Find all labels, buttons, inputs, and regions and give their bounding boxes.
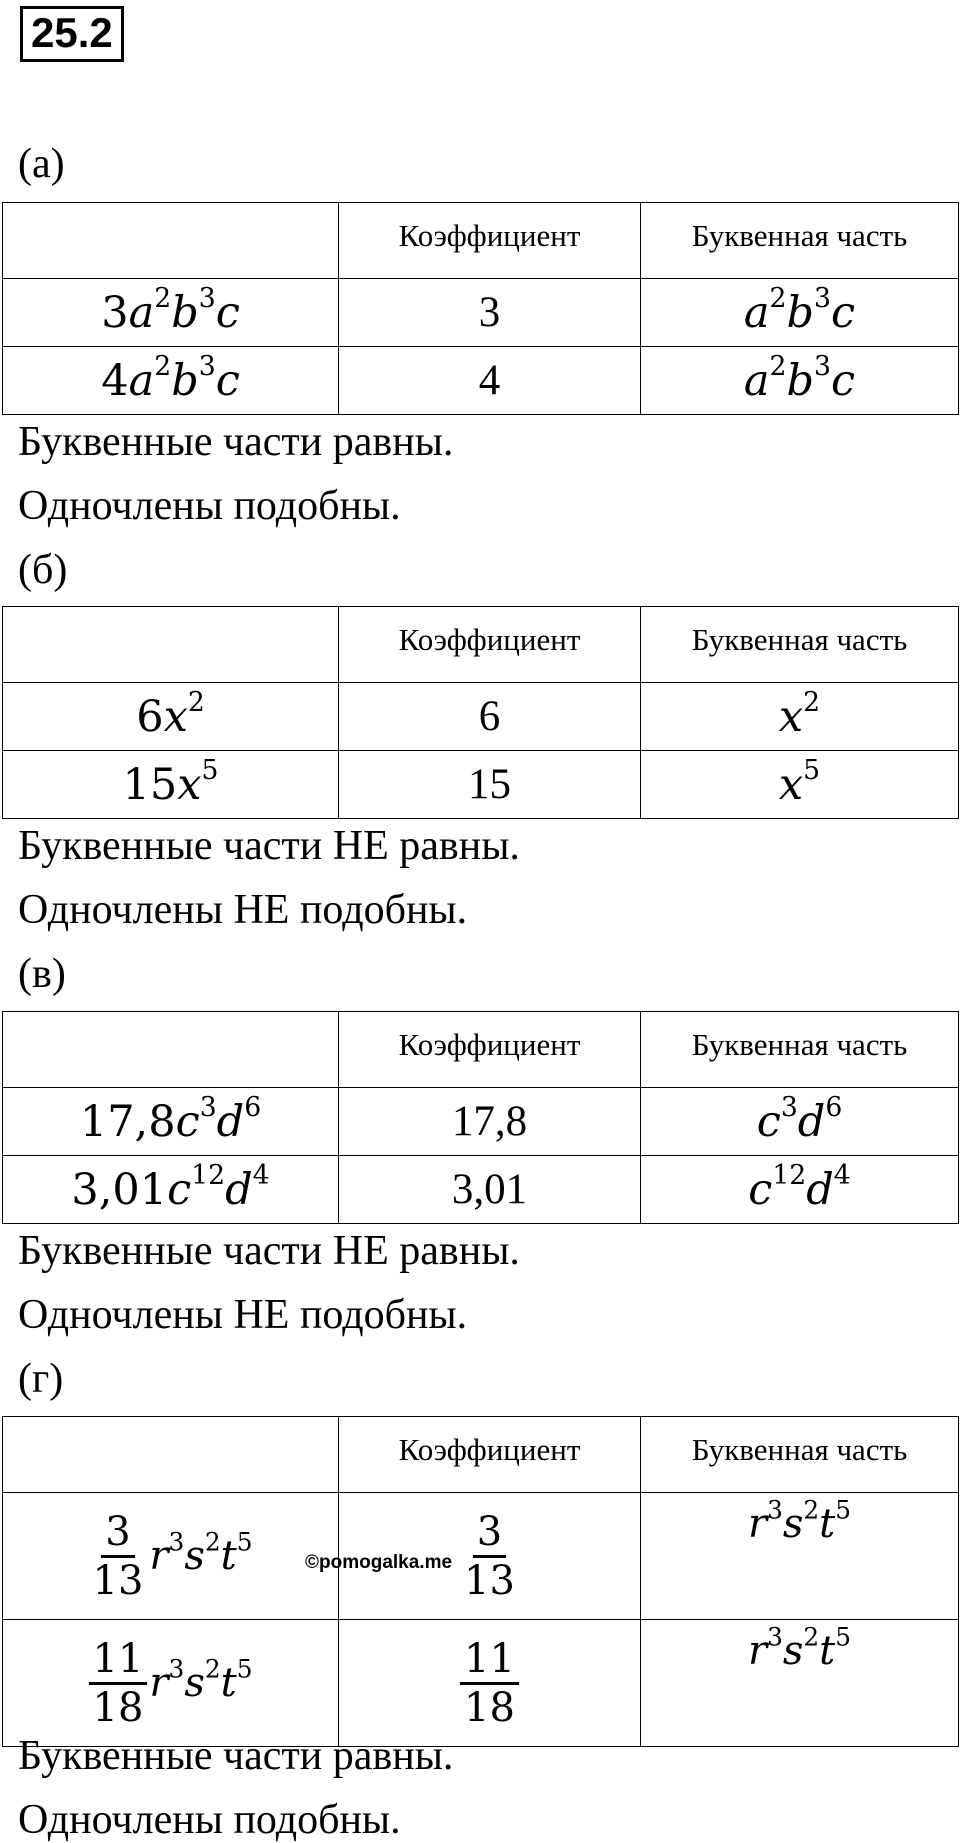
coefficient: 3,01 [71, 1164, 168, 1215]
header-coefficient: Коэффициент [339, 1417, 641, 1493]
monomial-cell [3, 1493, 339, 1620]
monomial [89, 1509, 253, 1604]
exponent: 3 [767, 1495, 783, 1525]
table-part-a [2, 202, 959, 415]
part-label-b: (б) [18, 547, 68, 593]
numerator: 11 [460, 1636, 519, 1685]
monomial-cell [3, 1088, 339, 1156]
conclusion-v-1: Буквенные части НЕ равны. [18, 1228, 520, 1274]
variable: s [782, 1501, 804, 1547]
coefficient: 6 [136, 691, 164, 742]
variable: b [171, 287, 199, 338]
letter-part [756, 1091, 843, 1147]
fraction [460, 1636, 519, 1731]
conclusion-b-2: Одночлены НЕ подобны. [18, 887, 468, 933]
exponent: 3 [814, 350, 831, 382]
exponent: 5 [803, 754, 821, 786]
variable: a [743, 287, 770, 338]
fraction [460, 1509, 519, 1604]
header-coefficient: Коэффициент [339, 607, 641, 683]
monomial [122, 754, 219, 810]
exponent: 2 [803, 1495, 820, 1525]
exponent: 2 [803, 686, 821, 718]
exponent: 3 [198, 350, 216, 382]
variable: x [778, 691, 804, 742]
table-part-v [2, 1011, 959, 1224]
exponent: 2 [204, 1527, 221, 1557]
variable: d [797, 1096, 826, 1147]
letter-part [743, 350, 856, 406]
variable: s [184, 1533, 205, 1579]
exponent: 3 [168, 1654, 185, 1684]
conclusion-v-2: Одночлены НЕ подобны. [18, 1292, 468, 1338]
denominator: 13 [92, 1557, 144, 1604]
letter-part [149, 1654, 253, 1706]
variable: r [149, 1660, 169, 1706]
exponent: 2 [154, 282, 172, 314]
exponent: 2 [803, 1622, 820, 1652]
monomial-cell [3, 279, 339, 347]
exponent: 5 [236, 1654, 253, 1684]
variable: b [786, 287, 815, 338]
table-part-g [2, 1416, 959, 1747]
exponent: 2 [204, 1654, 221, 1684]
variable: t [819, 1628, 836, 1674]
coefficient-cell: 6 [339, 683, 641, 751]
monomial [101, 350, 240, 406]
coefficient-cell: 3,01 [339, 1156, 641, 1224]
letter-part-cell [641, 751, 959, 819]
header-empty [3, 607, 339, 683]
letter-part-cell [641, 347, 959, 415]
exponent: 5 [835, 1622, 852, 1652]
letter-part-cell [641, 1493, 959, 1620]
exponent: 3 [198, 282, 216, 314]
variable: a [743, 355, 770, 406]
exponent: 5 [201, 754, 219, 786]
letter-part-cell [641, 1156, 959, 1224]
variable: c [748, 1164, 773, 1215]
denominator: 18 [92, 1684, 144, 1731]
monomial [79, 1091, 262, 1147]
letter-part [743, 282, 856, 338]
exponent: 4 [833, 1159, 851, 1191]
monomial-cell [3, 751, 339, 819]
variable: t [220, 1660, 237, 1706]
numerator: 11 [89, 1636, 148, 1685]
variable: b [786, 355, 815, 406]
letter-part [747, 1495, 852, 1547]
conclusion-g-1: Буквенные части равны. [18, 1733, 454, 1779]
letter-part [747, 1622, 852, 1674]
letter-part [748, 1159, 851, 1215]
watermark: ©pomogalka.me [305, 1552, 453, 1573]
variable: r [149, 1533, 169, 1579]
variable: x [177, 759, 202, 810]
variable: x [778, 759, 804, 810]
header-letter-part: Буквенная часть [641, 203, 959, 279]
exponent: 3 [168, 1527, 185, 1557]
exponent: 6 [825, 1091, 843, 1123]
monomial-cell [3, 683, 339, 751]
header-empty [3, 1417, 339, 1493]
variable: b [171, 355, 199, 406]
letter-part-cell [641, 1620, 959, 1747]
monomial-cell [3, 1620, 339, 1747]
variable: t [819, 1501, 836, 1547]
exponent: 2 [769, 282, 787, 314]
exponent: 5 [835, 1495, 852, 1525]
header-empty [3, 203, 339, 279]
letter-part-cell [641, 683, 959, 751]
variable: a [128, 287, 155, 338]
header-letter-part: Буквенная часть [641, 1012, 959, 1088]
exponent: 2 [187, 686, 205, 718]
variable: c [167, 1164, 192, 1215]
exponent: 3 [199, 1091, 217, 1123]
header-letter-part: Буквенная часть [641, 607, 959, 683]
letter-part [778, 754, 821, 810]
variable: s [782, 1628, 804, 1674]
variable: r [747, 1628, 768, 1674]
monomial [89, 1636, 253, 1731]
problem-number: 25.2 [20, 6, 124, 62]
denominator: 13 [464, 1557, 515, 1604]
header-coefficient: Коэффициент [339, 203, 641, 279]
variable: t [220, 1533, 237, 1579]
variable: c [215, 355, 240, 406]
monomial [136, 686, 205, 742]
exponent: 3 [814, 282, 831, 314]
monomial [101, 282, 240, 338]
exponent: 3 [780, 1091, 798, 1123]
numerator: 3 [101, 1509, 134, 1558]
fraction [89, 1636, 148, 1731]
variable: d [216, 1096, 245, 1147]
header-empty [3, 1012, 339, 1088]
monomial-cell [3, 347, 339, 415]
header-coefficient: Коэффициент [339, 1012, 641, 1088]
numerator: 3 [473, 1509, 506, 1558]
conclusion-b-1: Буквенные части НЕ равны. [18, 823, 520, 869]
exponent: 6 [244, 1091, 262, 1123]
monomial [71, 1159, 270, 1215]
variable: x [163, 691, 188, 742]
part-label-a: (а) [18, 141, 65, 187]
coefficient: 15 [122, 759, 178, 810]
variable: r [747, 1501, 768, 1547]
table-part-b [2, 606, 959, 819]
letter-part-cell [641, 279, 959, 347]
variable: c [215, 287, 240, 338]
letter-part [778, 686, 821, 742]
coefficient-cell [339, 1620, 641, 1747]
variable: c [831, 355, 856, 406]
variable: d [225, 1164, 253, 1215]
exponent: 2 [769, 350, 787, 382]
coefficient: 3 [101, 287, 129, 338]
coefficient-cell: 3 [339, 279, 641, 347]
coefficient-cell: 15 [339, 751, 641, 819]
fraction [89, 1509, 148, 1604]
exponent: 12 [191, 1159, 226, 1191]
coefficient: 4 [101, 355, 129, 406]
variable: s [184, 1660, 205, 1706]
variable: c [831, 287, 856, 338]
letter-part-cell [641, 1088, 959, 1156]
variable: d [806, 1164, 834, 1215]
header-letter-part: Буквенная часть [641, 1417, 959, 1493]
coefficient-cell: 17,8 [339, 1088, 641, 1156]
exponent: 5 [236, 1527, 253, 1557]
exponent: 4 [252, 1159, 270, 1191]
variable: c [175, 1096, 200, 1147]
variable: c [756, 1096, 781, 1147]
letter-part [149, 1527, 253, 1579]
denominator: 18 [464, 1684, 515, 1731]
conclusion-a-2: Одночлены подобны. [18, 483, 401, 529]
conclusion-a-1: Буквенные части равны. [18, 419, 454, 465]
part-label-v: (в) [18, 951, 66, 997]
coefficient: 17,8 [79, 1096, 176, 1147]
part-label-g: (г) [18, 1356, 64, 1402]
coefficient-cell: 4 [339, 347, 641, 415]
exponent: 2 [154, 350, 172, 382]
monomial-cell [3, 1156, 339, 1224]
variable: a [128, 355, 155, 406]
exponent: 12 [772, 1159, 807, 1191]
conclusion-g-2: Одночлены подобны. [18, 1797, 401, 1843]
exponent: 3 [767, 1622, 783, 1652]
